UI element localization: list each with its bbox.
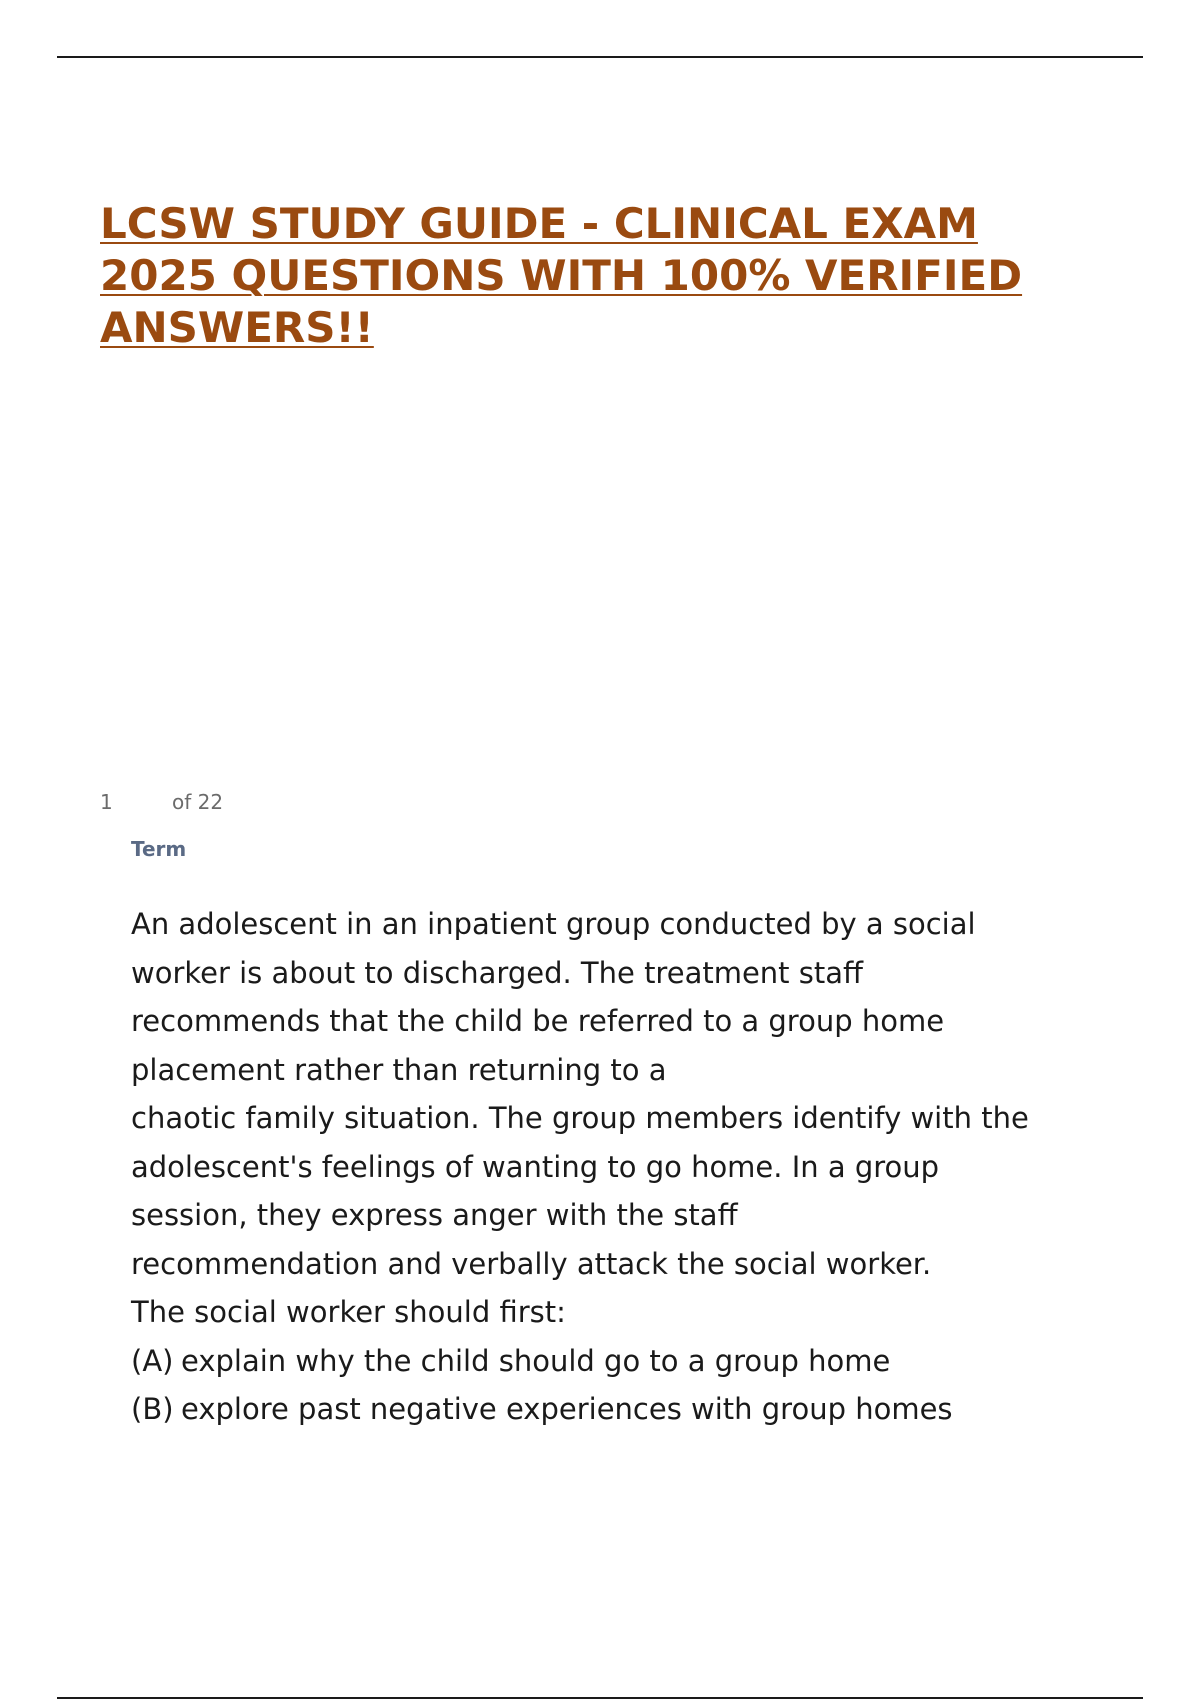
option-text: explore past negative experiences with group homes (181, 1392, 953, 1426)
option-letter: (A) (131, 1343, 174, 1378)
question-line: worker is about to discharged. The treatment staff (131, 955, 863, 990)
option-text: explain why the child should go to a group home (181, 1343, 891, 1378)
question-line: session, they express anger with the staff (131, 1198, 738, 1232)
title-line: ANSWERS!! (100, 303, 374, 352)
document-title (100, 198, 1140, 354)
card-counter (100, 790, 223, 814)
answer-option-b (131, 1385, 1131, 1434)
question-line: placement rather than returning to a (131, 1052, 667, 1087)
question-line: An adolescent in an inpatient group conducted by a social (131, 907, 976, 941)
card-total: of 22 (172, 790, 224, 814)
question-line: recommends that the child be referred to a group home (131, 1004, 945, 1038)
card-number: 1 (100, 790, 113, 814)
question-line: recommendation and verbally attack the social worker. (131, 1246, 932, 1281)
term-label: Term (131, 837, 187, 861)
answer-option-a (131, 1337, 1131, 1386)
option-letter: (B) (131, 1392, 174, 1426)
title-line: LCSW STUDY GUIDE - CLINICAL EXAM (100, 199, 978, 248)
question-line: chaotic family situation. The group members identify with the (131, 1101, 1029, 1135)
title-line: 2025 QUESTIONS WITH 100% VERIFIED (100, 251, 1023, 300)
top-divider (57, 56, 1143, 58)
question-line: adolescent's feelings of wanting to go home. In a group (131, 1149, 940, 1184)
question-text (131, 900, 1131, 1434)
bottom-divider (57, 1697, 1143, 1699)
question-line: The social worker should first: (131, 1295, 566, 1329)
